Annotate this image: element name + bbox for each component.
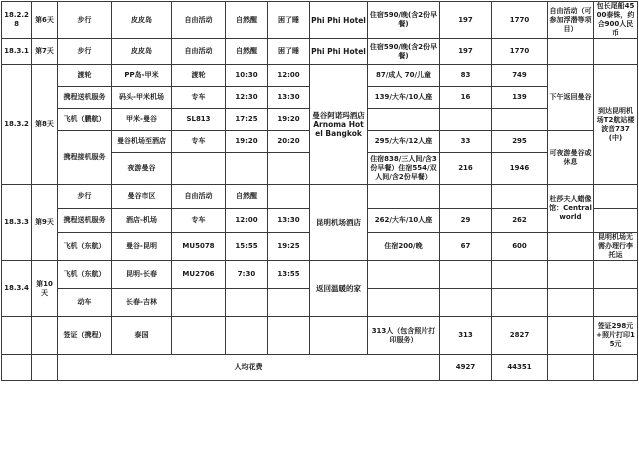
- cost-cell: 197: [440, 39, 492, 65]
- vehicle-cell: [172, 289, 226, 317]
- itinerary-table: [1, 1, 638, 381]
- cost-cell: 33: [440, 131, 492, 153]
- remark-cell: [548, 261, 594, 289]
- route-cell: 曼谷-昆明: [112, 233, 172, 261]
- departure-cell: [226, 289, 268, 317]
- date-cell: [2, 317, 32, 355]
- remark-cell: 可夜游曼谷或休息: [548, 131, 594, 185]
- subtotal-cell: 1770: [492, 39, 548, 65]
- vehicle-cell: 专车: [172, 209, 226, 233]
- subtotal-cell: [492, 289, 548, 317]
- route-cell: 曼谷机场至酒店: [112, 131, 172, 153]
- route-cell: 夜游曼谷: [112, 153, 172, 185]
- note-cell: [368, 289, 440, 317]
- subtotal-cell: 262: [492, 209, 548, 233]
- date-cell: [2, 355, 32, 381]
- arrival-cell: 19:25: [268, 233, 310, 261]
- remark2-cell: [594, 209, 638, 233]
- remark-cell: 自由活动（可参加浮潜等项目）: [548, 2, 594, 39]
- table-row: [2, 2, 638, 39]
- cost-cell: 16: [440, 87, 492, 109]
- arrival-cell: [268, 185, 310, 209]
- cost-cell: 197: [440, 2, 492, 39]
- subtotal-cell: 1946: [492, 153, 548, 185]
- table-row: [2, 185, 638, 209]
- departure-cell: 自然醒: [226, 185, 268, 209]
- hotel-cell: Phi Phi Hotel: [310, 39, 368, 65]
- departure-cell: 17:25: [226, 109, 268, 131]
- subtotal-cell: 2827: [492, 317, 548, 355]
- vehicle-cell: MU2706: [172, 261, 226, 289]
- departure-cell: 7:30: [226, 261, 268, 289]
- departure-cell: 10:30: [226, 65, 268, 87]
- note-cell: 139/大车/10人座: [368, 87, 440, 109]
- cost-cell: [440, 261, 492, 289]
- departure-cell: [226, 317, 268, 355]
- note-cell: [368, 109, 440, 131]
- day-cell: 第10天: [32, 261, 58, 317]
- arrival-cell: [268, 289, 310, 317]
- route-cell: 昆明-长春: [112, 261, 172, 289]
- item-cell: 飞机（东航）: [58, 261, 112, 289]
- route-cell: 码头-甲米机场: [112, 87, 172, 109]
- item-cell: 携程送机服务: [58, 87, 112, 109]
- arrival-cell: 19:20: [268, 109, 310, 131]
- day-cell: [32, 317, 58, 355]
- cost-cell: 83: [440, 65, 492, 87]
- vehicle-cell: [172, 317, 226, 355]
- date-cell: 18.3.1: [2, 39, 32, 65]
- item-cell: 渡轮: [58, 65, 112, 87]
- route-cell: 皮皮岛: [112, 2, 172, 39]
- total-subtotal: 44351: [492, 355, 548, 381]
- remark2-cell: 到达昆明机场T2航站楼 波音737(中): [594, 65, 638, 185]
- cost-cell: [440, 289, 492, 317]
- remark2-cell: [594, 289, 638, 317]
- departure-cell: 15:55: [226, 233, 268, 261]
- hotel-cell: 返回温暖的家: [310, 261, 368, 317]
- remark-cell: 下午返回曼谷: [548, 65, 594, 131]
- vehicle-cell: 自由活动: [172, 39, 226, 65]
- remark2-cell: [594, 261, 638, 289]
- hotel-cell: Phi Phi Hotel: [310, 2, 368, 39]
- departure-cell: 自然醒: [226, 2, 268, 39]
- day-cell: [32, 355, 58, 381]
- vehicle-cell: 专车: [172, 131, 226, 153]
- date-cell: 18.3.4: [2, 261, 32, 317]
- hotel-cell: 昆明机场酒店: [310, 185, 368, 261]
- remark-cell: [548, 39, 594, 65]
- subtotal-cell: [492, 261, 548, 289]
- item-cell: 签证（携程）: [58, 317, 112, 355]
- subtotal-cell: 295: [492, 131, 548, 153]
- vehicle-cell: 自由活动: [172, 2, 226, 39]
- arrival-cell: [268, 153, 310, 185]
- item-cell: 飞机（鹏航）: [58, 109, 112, 131]
- note-cell: 住宿590/晚(含2份早餐): [368, 2, 440, 39]
- remark-cell: [548, 233, 594, 261]
- vehicle-cell: 专车: [172, 87, 226, 109]
- departure-cell: [226, 153, 268, 185]
- subtotal-cell: 749: [492, 65, 548, 87]
- route-cell: 酒店-机场: [112, 209, 172, 233]
- arrival-cell: 13:55: [268, 261, 310, 289]
- route-cell: 曼谷市区: [112, 185, 172, 209]
- subtotal-cell: 1770: [492, 2, 548, 39]
- departure-cell: 12:30: [226, 87, 268, 109]
- arrival-cell: 13:30: [268, 209, 310, 233]
- cost-cell: 313: [440, 317, 492, 355]
- table-row: [2, 261, 638, 289]
- day-cell: 第8天: [32, 65, 58, 185]
- vehicle-cell: MU5078: [172, 233, 226, 261]
- note-cell: 住宿200/晚: [368, 233, 440, 261]
- day-cell: 第9天: [32, 185, 58, 261]
- cost-cell: 67: [440, 233, 492, 261]
- remark-cell: [548, 289, 594, 317]
- note-cell: 262/大车/10人座: [368, 209, 440, 233]
- vehicle-cell: SL813: [172, 109, 226, 131]
- remark2-cell: 包长尾船4500泰铢，约合900人民币: [594, 2, 638, 39]
- arrival-cell: 13:30: [268, 87, 310, 109]
- subtotal-cell: 139: [492, 87, 548, 109]
- arrival-cell: 12:00: [268, 65, 310, 87]
- cost-cell: 29: [440, 209, 492, 233]
- remark2-cell: 昆明机场无需办理行李托运: [594, 233, 638, 261]
- total-label: 人均花费: [58, 355, 440, 381]
- remark-cell: 杜莎夫人蜡像馆：Central world: [548, 185, 594, 233]
- day-cell: 第6天: [32, 2, 58, 39]
- arrival-cell: 20:20: [268, 131, 310, 153]
- note-cell: 295/大车/12人座: [368, 131, 440, 153]
- table-row: [2, 65, 638, 87]
- note-cell: 住宿590/晚(含2份早餐): [368, 39, 440, 65]
- subtotal-cell: 600: [492, 233, 548, 261]
- route-cell: 泰国: [112, 317, 172, 355]
- date-cell: 18.2.28: [2, 2, 32, 39]
- remark2-cell: 签证298元+照片打印15元: [594, 317, 638, 355]
- route-cell: PP岛-甲米: [112, 65, 172, 87]
- vehicle-cell: [172, 153, 226, 185]
- hotel-cell: 曼谷阿诺玛酒店 Arnoma Hotel Bangkok: [310, 65, 368, 185]
- remark2-cell: [594, 39, 638, 65]
- note-cell: [368, 185, 440, 209]
- departure-cell: 12:00: [226, 209, 268, 233]
- remark-cell: [548, 355, 594, 381]
- subtotal-cell: [492, 185, 548, 209]
- note-cell: 313人（包含照片打印服务）: [368, 317, 440, 355]
- hotel-cell: [310, 317, 368, 355]
- item-cell: 携程接机服务: [58, 131, 112, 185]
- item-cell: 动车: [58, 289, 112, 317]
- item-cell: 步行: [58, 2, 112, 39]
- remark-cell: [548, 317, 594, 355]
- cost-cell: 216: [440, 153, 492, 185]
- remark2-cell: [594, 355, 638, 381]
- route-cell: 甲米-曼谷: [112, 109, 172, 131]
- remark2-cell: [594, 185, 638, 209]
- subtotal-cell: [492, 109, 548, 131]
- departure-cell: 自然醒: [226, 39, 268, 65]
- note-cell: [368, 261, 440, 289]
- item-cell: 步行: [58, 39, 112, 65]
- arrival-cell: 困了睡: [268, 2, 310, 39]
- arrival-cell: [268, 317, 310, 355]
- table-row: [2, 39, 638, 65]
- table-row: [2, 317, 638, 355]
- date-cell: 18.3.3: [2, 185, 32, 261]
- item-cell: 携程送机服务: [58, 209, 112, 233]
- day-cell: 第7天: [32, 39, 58, 65]
- item-cell: 飞机（东航）: [58, 233, 112, 261]
- vehicle-cell: 自由活动: [172, 185, 226, 209]
- item-cell: 步行: [58, 185, 112, 209]
- route-cell: 皮皮岛: [112, 39, 172, 65]
- date-cell: 18.3.2: [2, 65, 32, 185]
- cost-cell: [440, 185, 492, 209]
- arrival-cell: 困了睡: [268, 39, 310, 65]
- route-cell: 长春-吉林: [112, 289, 172, 317]
- total-cost: 4927: [440, 355, 492, 381]
- vehicle-cell: 渡轮: [172, 65, 226, 87]
- note-cell: 87/成人 70/儿童: [368, 65, 440, 87]
- total-row: [2, 355, 638, 381]
- cost-cell: [440, 109, 492, 131]
- note-cell: 住宿838/三人间/含3份早餐）住宿554/双人间/含2份早餐）: [368, 153, 440, 185]
- departure-cell: 19:20: [226, 131, 268, 153]
